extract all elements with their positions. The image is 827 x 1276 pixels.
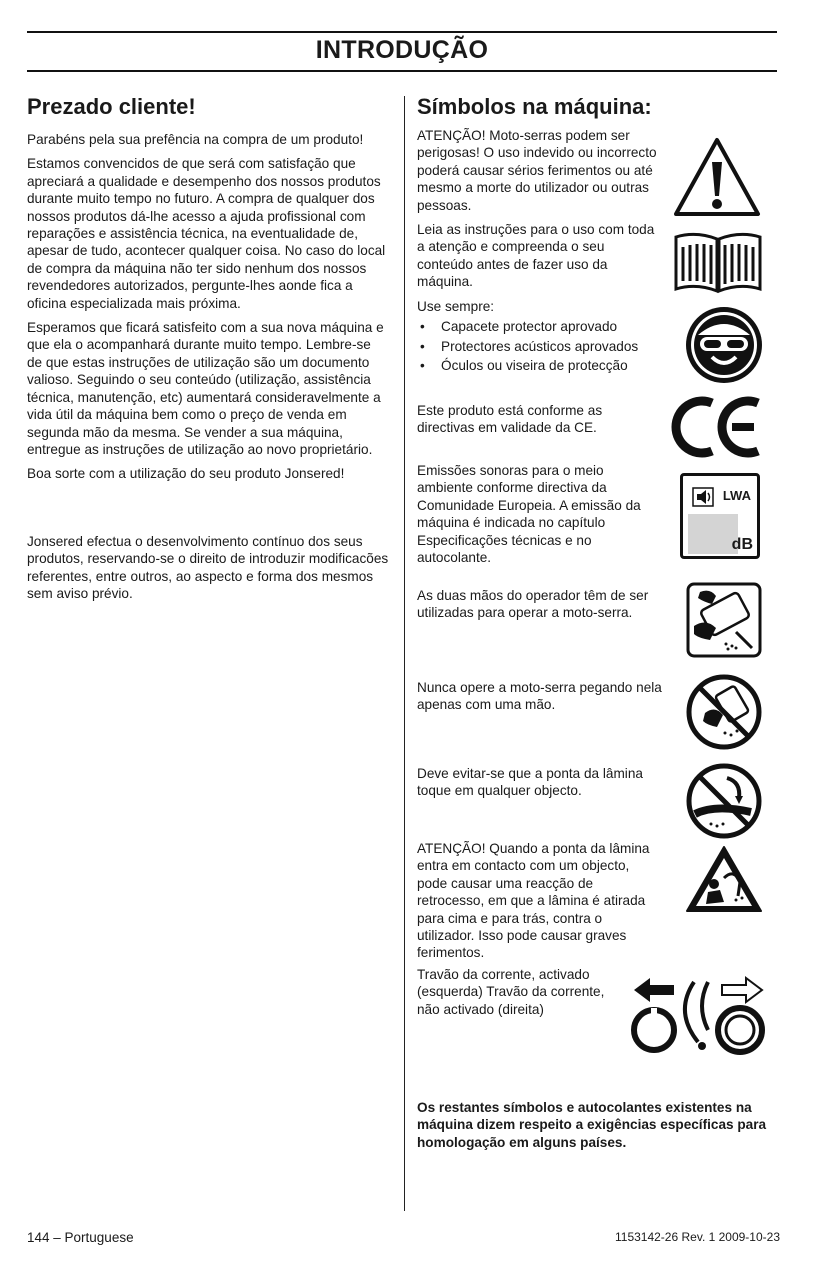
noise-value-box <box>688 514 738 554</box>
one-hand-text: Nunca opere a moto-serra pegando nela apenas com uma mão. <box>417 680 662 713</box>
helmet-ppe-icon <box>684 305 764 385</box>
development-note: Jonsered efectua o desenvolvimento contínuo dos seus produtos, reservando-se o direito de introduzir modificacões referentes, entre outros, ao aspecto e forma dos mesmos sem aviso prévio. <box>27 533 389 601</box>
chain-brake-icon <box>628 972 768 1056</box>
symbol-warning-block <box>417 127 662 376</box>
kickback-warning-icon <box>684 844 764 914</box>
noise-text: Emissões sonoras para o meio ambiente conforme directiva da Comunidade Europeia. A emissão da máquina é indicada no capítulo Especificações técnicas e no autocolante. <box>417 463 641 566</box>
kickback-text: ATENÇÃO! Quando a ponta da lâmina entra em contacto com um objecto, pode causar uma reacção de retrocesso, em que a lâmina é atirada para cima e para trás, contra o utilizador. Isso pode causar graves ferimentos. <box>417 841 650 961</box>
ppe-list <box>417 317 662 376</box>
two-hands-icon <box>686 582 762 658</box>
bold-note: Os restantes símbolos e autocolantes existentes na máquina dizem respeito a exigências específicas para homologação em alguns países. <box>417 1100 767 1150</box>
db-label: dB <box>731 536 753 553</box>
speaker-icon <box>689 484 719 510</box>
tip-text: Deve evitar-se que a ponta da lâmina toque em qualquer objecto. <box>417 766 643 799</box>
paragraph: Esperamos que ficará satisfeito com a sua nova máquina e que ela o acompanhará durante muito tempo. Lembre-se de que estas instruções de utilização são um documento valioso. Seguindo o seu conteúdo (utilização, assistência técnica, manutenção, etc) aumentará consideravelmente a vida útil da máquina bem como o preço de venda em segunda mão da mesma. Se vender a sua máquina, entregue as instruções de utilização ao novo proprietário. <box>27 320 384 457</box>
left-column <box>27 90 389 609</box>
brake-text: Travão da corrente, activado (esquerda) Travão da corrente, não activado (direita) <box>417 967 605 1017</box>
document-reference: 1153142-26 Rev. 1 2009-10-23 <box>614 1230 780 1244</box>
two-hands-text: As duas mãos do operador têm de ser utilizadas para operar a moto-serra. <box>417 588 649 621</box>
page-title: INTRODUÇÃO <box>315 36 489 64</box>
right-heading: Símbolos na máquina: <box>417 94 652 119</box>
right-column <box>417 90 779 130</box>
ce-text: Este produto está conforme as directivas em validade da CE. <box>417 403 603 436</box>
list-item: • Capacete protector aprovado <box>417 317 662 337</box>
no-tip-contact-icon <box>685 762 763 840</box>
top-rule <box>27 31 777 33</box>
read-manual-text: Leia as instruções para o uso com toda a atenção e compreenda o seu conteúdo antes de fazer uso da máquina. <box>417 222 655 290</box>
column-divider <box>404 96 405 1211</box>
warning-text: ATENÇÃO! Moto-serras podem ser perigosas! O uso indevido ou incorrecto poderá causar sérios ferimentos ou até mesmo a morte do utilizador ou outras pessoas. <box>417 128 657 213</box>
paragraph: Boa sorte com a utilização do seu produto Jonsered! <box>27 466 345 482</box>
list-item: • Óculos ou viseira de protecção <box>417 356 662 376</box>
title-rule <box>27 70 777 72</box>
lwa-label: LWA <box>722 488 751 503</box>
paragraph: Parabéns pela sua prefência na compra de um produto! <box>27 132 364 147</box>
noise-label-icon <box>680 473 760 559</box>
list-item: • Protectores acústicos aprovados <box>417 337 662 357</box>
no-one-hand-icon <box>685 673 763 751</box>
page-number: 144 – Portuguese <box>27 1230 134 1245</box>
use-always-label: Use sempre: <box>417 298 495 314</box>
paragraph: Estamos convencidos de que será com satisfação que apreciará a qualidade e desempenho dos nossos produtos durante muito tempo no futuro. A compra de qualquer dos nossos produtos dá-lhe acesso a ajuda profissional com reparações e assistência técnica, na eventualidade de, apesar de tudo, acontecer qualquer coisa. No caso do local de compra da máquina não ter sido nenhum dos nossos revendedores autorizados, pergunte-lhes aonde fica a oficina especializada mais próxima. <box>27 156 386 311</box>
ce-mark-icon <box>670 395 764 459</box>
left-heading: Prezado cliente! <box>27 94 196 119</box>
warning-triangle-icon <box>672 136 762 218</box>
book-manual-icon <box>672 229 764 295</box>
